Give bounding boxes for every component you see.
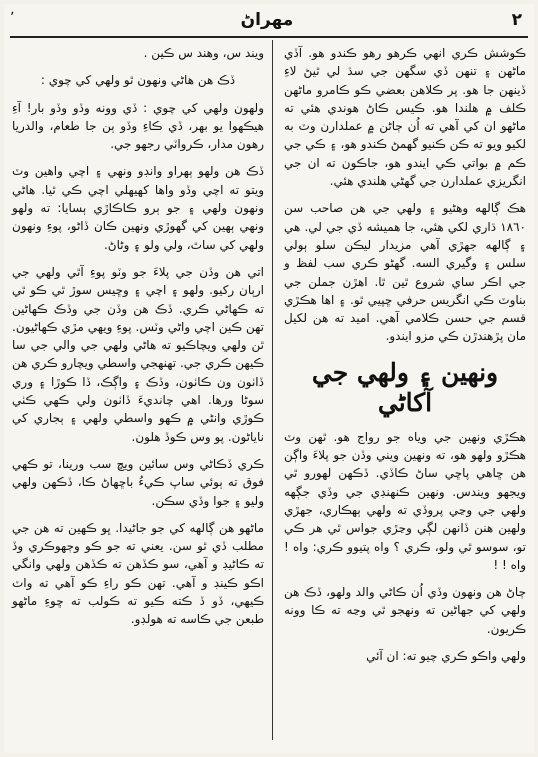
right-column	[284, 44, 526, 674]
story-paragraph: ڪري ڏڪاڻي وس سائين ويڇ سب ورينا، تو ڪهي فوق ته ٻوئي ساپ ڪيءُ باڇهاڻ ڪا، ڏڪهن ولهي وليو ۽ جوا وڏي سڪن.	[12, 456, 264, 508]
story-paragraph: هڪڙي ونهين جي وياه جو رواج هو. ٿهن وٽ هڪڙو ولهو هو، ته ونهين ويني وڏن جو پلاءَ واڳن هن ڇاهي پاڇي ساڻ ڪاڏي. ڏڪهن لهورو ٿي ويجهو ويندس. ونهين ڪنهنڊي جي وڏي جڳهه ولهي جي وڃي پروڏي ته ولهي ٻهڪاري، جهڙي ولهين هنن ڏانهن لڳي وڃڙي جواس ٿي هر ڪي تو، سوسو ٿي ولو، ڪري ؟ واه پتيوو ڪري: واه ! واه ! !	[284, 429, 526, 572]
story-paragraph: ولهون ولهي کي چوي : ڏي وونه وڏو وڏو بار! آءِ هيڪهوا يو بهر، ڏي ڪاءِ وڏو ٻن جا طعام، والدريا رهون مدار، ڪرواٽي رجهو جي.	[12, 100, 264, 152]
column-divider	[272, 40, 273, 740]
story-paragraph: ماڻهو هن ڳالهه کي جو جاڻيدا. ڀو ڪهين ته هن جي مطلب ڏي ٿو سن. يعني ته جو ڪو وڄهوڪري وڏ ته ڪاڻيڊ و آهي، سو ڪڏهن ته ڪڏهن ولهي وانگي اڪو ڪينڊ و آهي. تهن ڪو راءِ ڪو آهي ته واٽ ڪيهي، ڏو ڏ ڪته ڪيو ته ڪولب ته ڇوءِ ماڻهو طبعن جي ڪاسه ته هولڊو.	[12, 520, 264, 627]
story-paragraph: ويند س، وهند س ڪين .	[143, 46, 264, 60]
story-paragraph: ڄاڻ هن ونهون وڏي اُن ڪاڻي والد ولهو، ڏڪ هن ولهي کي جهاڻين ته ونهجو ٿي وڃه ته ڪا وونه ڪريون.	[284, 585, 526, 636]
story-paragraph: ولهي واڪو ڪري چيو ته: ان آئي	[366, 649, 526, 664]
story-paragraph: ڏڪ هن ولهو ٻهراو وانڊو ونهي ۽ اچي واهين وٽ ويتو ته اچي وڏو واها کهيهلي اچي ڪي ٿيا. هاڻي ونهون ولهي ۽ جو ٻرو ڪاڪاڙي ٻسايا: ته ولهو ونهي ٻهين کي گهوڙي ونهين ڪان ڏاڻو، پوءِ ونهون ولهي کي ساٿ، ولي ولو ۽ وڻاڻ.	[12, 164, 264, 252]
page-number: ٢	[511, 10, 522, 30]
header-rule	[10, 36, 528, 38]
story-heading: ونهين ۽ ولهي جي آکاڻي	[311, 357, 499, 417]
story-paragraph: اتي هن وڏن جي پلاءَ جو وٽو پوءِ آٿي ولهي جي ارٻان رکيو. ولهو ۽ اچي ۽ وڇيس سوڙ ٿي ڪو ٿي ته ڪهاڻي ڪري. ڏڪ هن وڏن جي وڏڪ ڪهاڻين تهن ڪين اچي واڻي وٽس. پوءِ ويهي مڙي ڪهاڻيون. ٿن ولهي ويچاڪيو ته هاڻي ولهي جي والي جي سا ڪيهن ڪري جي. تهنهجي واسطي ويچارو ڪري هن ڏاٺون ون ڪاٺون، وڏڪ ۽ واڳڪ، ڏا ڪوڙا ۽ وري سوڻا ورها. اهي چانديءَ ڏاٺون ولي ڪهي ڪٺي ڪوڙي وانڻي ۾ ڪهو واسطي ولهي ۽ ٻجاري کي ناياڻون. پو وس ڪوڏ هلون.	[12, 264, 264, 444]
newspaper-page	[4, 4, 534, 753]
page-header	[4, 10, 534, 32]
article-paragraph: هڪ ڳالهه وهڻيو ۽ ولهي جي هن صاحب سن ١٨٦٠ ڌاري لکي هئي، جا هميشه ڏي جي لي. هي ۽ ڳالهه جهڙي آهي مزيدار ليڪن سلو ٻولي سلس ۽ وگيري السه. گهڻو ڪري سب لفظ و جي اڪر ساي شروع ٿين ٿا. اهڙن جملن جي بناوٽ ڪي انگريس حرفي ڇپيي ٿو. ۽ اها هڪڙي قسم جي حسن ڪلامي آهي. اميد ته هن لکيل مان پڙهندڙن ڪي مزو ايندو.	[284, 201, 526, 344]
article-paragraph: ڪوشش ڪري انهي ڪرهو رهو ڪندو هو. آڏي ماڻهن ۽ تنهن ڏي سگهن جي سڌ لي ٿيڻ لاءِ ڏينهن جا هو. پر ڪلاهن بعضي ڪو ڪامرو ماڻهن ڪلف ۾ هلندا هو. ڪيس ڪاڻ هوندي هئي ته ماڻهو ان کي آهي ته اُن ڄاڻن ۾ عملدارن وٽ به لکيو ويو ته ڪن ڪنيو گهمڻ ڪندو هو، ۽ ڪي جي ڪم ۾ بواتي ڪي ايندو هو، جاڪون ته ان جي انگريزي عملدارن جي گهڻي هلندي هئي.	[284, 46, 526, 189]
corner-mark: ٬	[10, 10, 15, 26]
masthead-title: مهراڻ	[240, 10, 294, 30]
story-paragraph: ڏڪ هن هاڻي ونهون ٿو ولهي کي چوي :	[40, 73, 236, 88]
left-column	[12, 44, 264, 638]
